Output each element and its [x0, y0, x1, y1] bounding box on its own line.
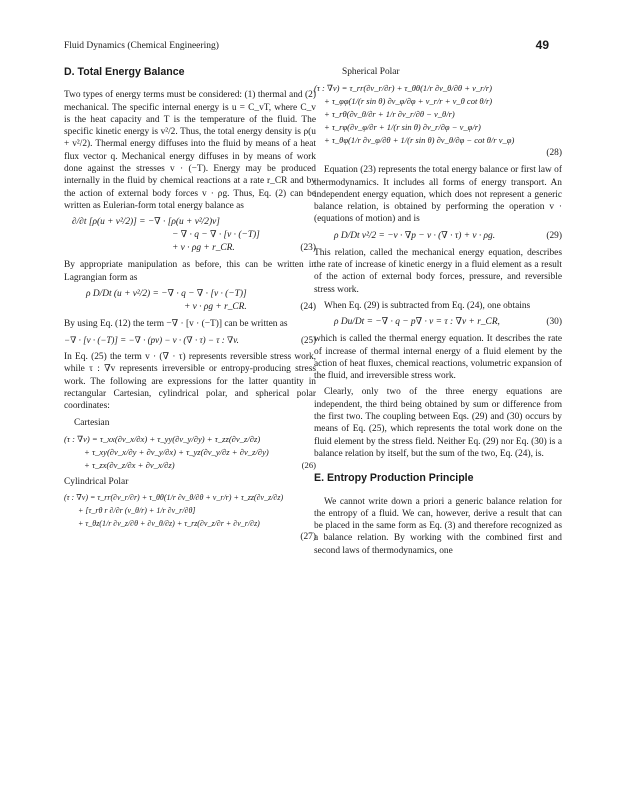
paragraph: By appropriate manipulation as before, this can be written in Lagrangian form as — [64, 260, 316, 283]
paragraph: Equation (23) represents the total energy balance or first law of thermodynamics. It includes all forms of energy transport. An independent energy equation, which does not represent a generic balance relation, is obtained by performing the operation v · (equations of motion) and is — [314, 165, 562, 225]
paragraph: which is called the thermal energy equation. It describes the rate of increase of thermal internal energy of a fluid element by the action of heat fluxes, chemical reactions, volumetric expansion of the fluid, and irreversible stress work. — [314, 334, 562, 382]
equation-line: + τ_φφ(1/(r sin θ) ∂v_φ/∂φ + v_r/r + v_θ cot θ/r) — [324, 96, 493, 107]
equation-line: −∇ · [v · (−T)] = −∇ · (pv) − v · (∇ · τ) − τ : ∇v. — [64, 335, 239, 346]
equation-number: (24) — [300, 301, 316, 312]
equation-line: + τ_rφ(∂v_φ/∂r + 1/(r sin θ) ∂v_r/∂φ − v_φ/r) — [324, 122, 481, 133]
equation-number: (27) — [300, 532, 316, 543]
equation-number: (25) — [301, 335, 316, 346]
paragraph: Clearly, only two of the three energy equations are independent, the third being obtained by sum or difference from the first two. The coupling between Eqs. (29) and (30) occurs by means of Eq. (25), which represents the total work done on the fluid element by the stress field. Neither Eq. (29) nor Eq. (30) is a balance relation by itself, but the sum of the two, Eq. (24), is. — [314, 387, 562, 459]
coordinate-label: Spherical Polar — [342, 67, 400, 77]
left-column — [64, 66, 316, 548]
equation-27 — [64, 492, 316, 544]
equation-29 — [314, 230, 562, 243]
equation-30 — [314, 316, 562, 329]
equation-line: (τ : ∇v) = τ_rr(∂v_r/∂r) + τ_θθ(1/r ∂v_θ/∂θ + v_r/r) + τ_zz(∂v_z/∂z) — [64, 493, 284, 503]
equation-25 — [64, 334, 316, 347]
equation-line: ∂/∂t [ρ(u + v²/2)] = −∇ · [ρ(u + v²/2)v] — [72, 217, 220, 228]
section-title-entropy: E. Entropy Production Principle — [314, 472, 474, 485]
equation-26 — [64, 433, 316, 472]
equation-line: + τ_xy(∂v_x/∂y + ∂v_y/∂x) + τ_yz(∂v_y/∂z + ∂v_z/∂y) — [84, 446, 269, 457]
equation-number: (29) — [546, 230, 562, 241]
paragraph: In Eq. (25) the term v · (∇ · τ) represents reversible stress work, while τ : ∇v represents irreversible or entropy-producing stress work. The following are expressions for the latter quantity in rectangular Cartesian, cylindrical polar, and spherical polar coordinates: — [64, 352, 316, 412]
paragraph: When Eq. (29) is subtracted from Eq. (24), one obtains — [324, 300, 531, 311]
equation-28 — [314, 82, 562, 160]
equation-line: ρ D/Dt v²/2 = −v · ∇p − v · (∇ · τ) + v · ρg. — [334, 230, 496, 241]
equation-line: + [τ_rθ r ∂/∂r (v_θ/r) + 1/r ∂v_r/∂θ] — [78, 506, 196, 516]
page-number: 49 — [535, 38, 549, 52]
equation-number: (30) — [546, 317, 562, 328]
equation-line: + τ_zx(∂v_z/∂x + ∂v_x/∂z) — [84, 459, 175, 470]
equation-line: (τ : ∇v) = τ_rr(∂v_r/∂r) + τ_θθ(1/r ∂v_θ/∂θ + v_r/r) — [314, 83, 492, 94]
equation-line: + τ_θφ(1/r ∂v_φ/∂θ + 1/(r sin θ) ∂v_θ/∂φ − cot θ/r v_φ) — [324, 135, 515, 146]
equation-line: − ∇ · q − ∇ · [v · (−T)] — [172, 230, 260, 241]
paragraph: We cannot write down a priori a generic balance relation for the entropy of a fluid. We can, however, derive a result that can be placed in the same form as Eq. (3) and therefore recognized as a balance relation. By working with the combined first and second laws of thermodynamics, one — [314, 496, 562, 556]
equation-number: (26) — [301, 459, 316, 470]
equation-line: ρ D/Dt (u + v²/2) = −∇ · q − ∇ · [v · (−T)] — [86, 288, 247, 299]
coordinate-label: Cylindrical Polar — [64, 476, 129, 487]
equation-23 — [64, 216, 316, 255]
equation-number: (28) — [546, 148, 562, 159]
equation-line: + τ_rθ(∂v_θ/∂r + 1/r ∂v_r/∂θ − v_θ/r) — [324, 109, 455, 120]
equation-line: ρ Du/Dt = −∇ · q − p∇ · v = τ : ∇v + r_CR, — [334, 317, 500, 328]
coordinate-label: Cartesian — [74, 417, 110, 428]
equation-line: (τ : ∇v) = τ_xx(∂v_x/∂x) + τ_yy(∂v_y/∂y) + τ_zz(∂v_z/∂z) — [64, 433, 261, 444]
equation-line: + v · ρg + r_CR. — [184, 301, 247, 312]
paragraph: By using Eq. (12) the term −∇ · [v · (−T)] can be written as — [64, 318, 288, 329]
running-header: Fluid Dynamics (Chemical Engineering) — [64, 41, 219, 51]
equation-line: + τ_θz(1/r ∂v_z/∂θ + ∂v_θ/∂z) + τ_rz(∂v_z/∂r + ∂v_r/∂z) — [78, 519, 260, 529]
paragraph: This relation, called the mechanical energy equation, describes the rate of increase of kinetic energy in a fluid element as a result of the action of external body forces, pressure, and reversible stress work. — [314, 247, 562, 295]
section-title-total-energy: D. Total Energy Balance — [64, 66, 185, 78]
equation-line: + v · ρg + r_CR. — [172, 243, 235, 254]
right-column — [314, 66, 562, 561]
equation-24 — [64, 288, 316, 314]
paragraph: Two types of energy terms must be considered: (1) thermal and (2) mechanical. The specific internal energy is u = C_vT, where C_v is the heat capacity and T is the temperature of the fluid. The specific kinetic energy is v²/2. Thus, the total energy density is ρ(u + v²/2). Thermal energy diffuses into the fluid by means of a heat flux vector q. Mechanical energy diffuses in by means of work done against the stresses v · (−T). Energy may be produced internally in the fluid by chemical reactions at a rate r_CR and by the action of external body forces v · ρg. Thus, Eq. (2) can be written as Eulerian-form total energy balance as — [64, 90, 316, 211]
equation-number: (23) — [300, 243, 316, 254]
